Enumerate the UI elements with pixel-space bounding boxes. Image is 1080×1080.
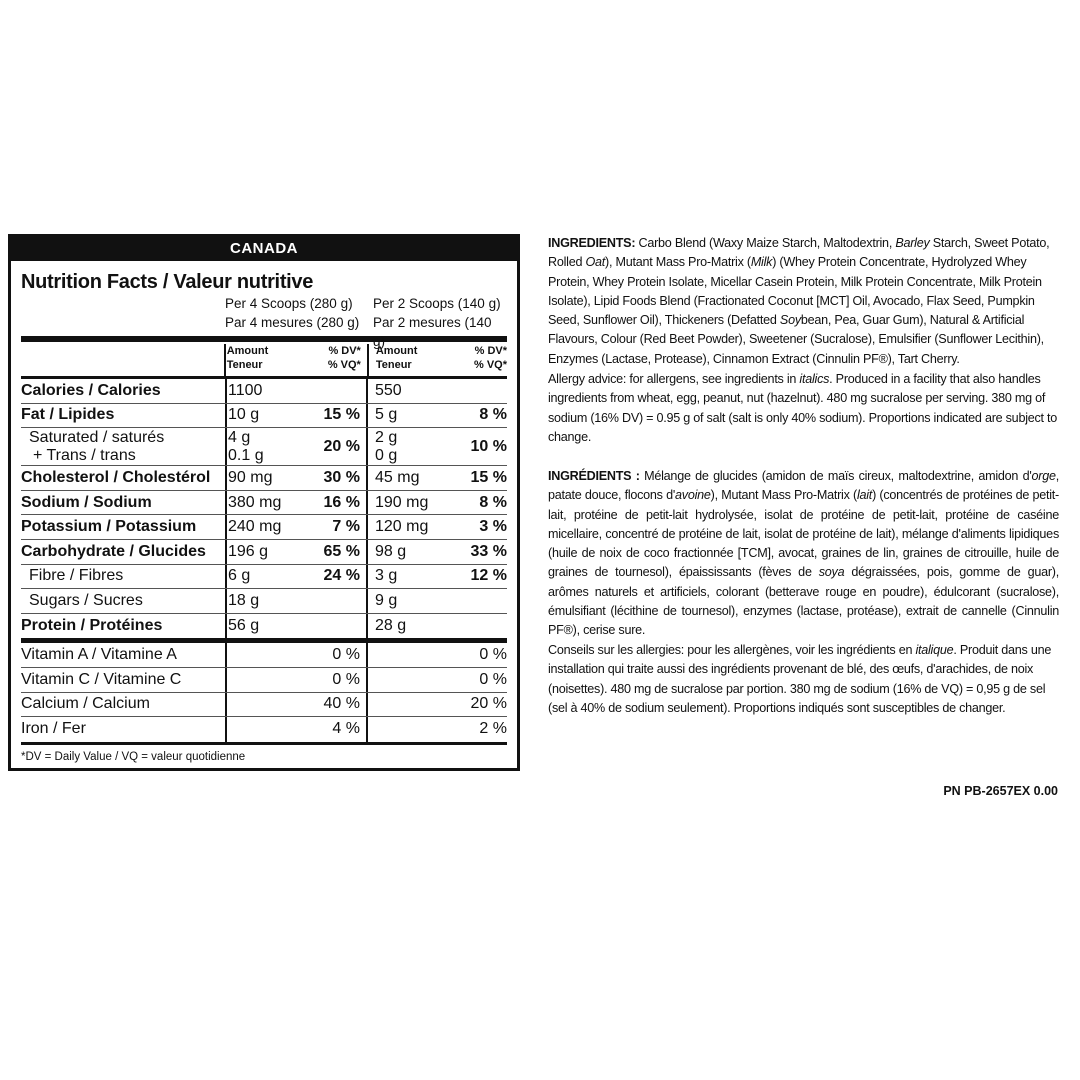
allergy-fr-text: . Produit dans une installation qui traite aussi des ingrédients provenant de blé, des œufs, d'arachides, de noix (noisettes). 480 mg de sucralose par portion. 380 mg de sodium (16% de VQ) = 0,95 g de sel (sel à 40% de sodium seulement). Proportions indiqués sont susceptibles de changer. — [548, 643, 1052, 715]
allergy-fr-italic: italique — [915, 643, 954, 657]
dv-value-2 — [442, 589, 507, 613]
allergy-fr-text: Conseils sur les allergies: pour les allergènes, voir les ingrédients en — [548, 643, 916, 657]
serving-col1-fr: Par 4 mesures (280 g) — [225, 315, 360, 330]
dv-value: 40 % — [323, 695, 360, 713]
dv-header2-en: % DV* — [474, 345, 508, 357]
ingredients-fr-text: ) (concentrés de protéines de petit-lait, protéine de petit-lait hydrolysée, isolat de protéine de petit-lait, protéine de caséine micellaire, concentré de protéine de lait, isolat de protéine de lait), mélange d'aliments lipidiques (huile de noix de coco fractionnée [TCM], avocat, graines de lin, graines de citrouille, huile de graines de tournesol), épaississants (fèves de — [548, 488, 1060, 580]
table-row — [21, 668, 507, 693]
amount-value-2: 190 mg — [366, 491, 442, 515]
table-row — [21, 589, 507, 614]
ingredients-en-text: Carbo Blend (Waxy Maize Starch, Maltodextrin, — [635, 236, 896, 250]
vitamin-label: Vitamin C / Vitamine C — [21, 670, 182, 688]
amount-value-2: 550 — [366, 379, 442, 403]
ingredients-en-heading: INGREDIENTS: — [548, 236, 636, 250]
dv-value-2 — [442, 379, 507, 403]
amount-value: 240 mg — [225, 515, 307, 539]
table-row — [21, 643, 507, 668]
nutrient-label: Carbohydrate / Glucides — [21, 542, 206, 560]
table-row — [21, 614, 507, 639]
column-headers — [21, 342, 507, 376]
bottom-rule — [21, 742, 507, 745]
dv-value-2: 0 % — [479, 670, 507, 688]
amount-value-2: 45 mg — [366, 466, 442, 490]
allergen-italic: orge — [1031, 469, 1056, 483]
vitamin-label: Calcium / Calcium — [21, 695, 150, 713]
table-row — [21, 491, 507, 516]
nutrient-label — [21, 429, 225, 465]
table-row — [21, 428, 507, 466]
nutrient-label: Potassium / Potassium — [21, 518, 197, 536]
amount-value: 56 g — [225, 614, 307, 639]
amount-value-2: 98 g — [366, 540, 442, 564]
dv-value-2: 2 % — [479, 720, 507, 738]
vitamin-label: Vitamin A / Vitamine A — [21, 646, 177, 664]
nutrient-label: Sugars / Sucres — [29, 591, 143, 609]
amount-value: 1100 — [225, 379, 307, 403]
dv-value-2: 10 % — [470, 437, 507, 455]
serving-col2-en: Per 2 Scoops (140 g) — [373, 296, 501, 311]
dv-value-2: 0 % — [479, 646, 507, 664]
amount-value: 90 mg — [225, 466, 307, 490]
allergy-advice-en — [548, 370, 1059, 447]
ingredients-fr-text: Mélange de glucides (amidon de maïs cireux, maltodextrine, amidon d' — [639, 469, 1032, 483]
dv-value-2: 8 % — [479, 493, 507, 511]
dv-header2-fr: % VQ* — [474, 359, 508, 371]
dv-header-fr: % VQ* — [327, 359, 361, 371]
trans-amount: 0.1 g — [228, 446, 264, 464]
table-row — [21, 565, 507, 590]
dv-value — [307, 379, 366, 403]
allergen-italic: avoine — [675, 488, 711, 503]
dv-value-2: 20 % — [470, 695, 507, 713]
dv-value: 0 % — [332, 670, 360, 688]
allergy-en-text: . Produced in a facility that also handles ingredients from wheat, egg, peanut, nut (hazelnut). 480 mg sucralose per serving. 380 mg of sodium (16% DV) = 0.95 g of salt (salt is only 40% sodium). Proportions indicated are subject to change. — [548, 372, 1058, 444]
nutrient-label: Fibre / Fibres — [29, 567, 124, 585]
dv-value-2: 33 % — [470, 542, 507, 560]
allergy-en-text: Allergy advice: for allergens, see ingredients in — [548, 372, 800, 386]
ingredients-en — [548, 234, 1059, 369]
dv-value-2: 3 % — [479, 518, 507, 536]
amount-value: 380 mg — [225, 491, 307, 515]
nutrient-label: Protein / Protéines — [21, 617, 163, 635]
table-row — [21, 540, 507, 565]
allergy-advice-fr — [548, 641, 1059, 718]
dv-value-2: 12 % — [470, 567, 507, 585]
ingredients-fr-text: ), Mutant Mass Pro-Matrix ( — [710, 488, 857, 503]
allergen-italic: Milk — [750, 255, 773, 270]
amount-value-2: 9 g — [366, 589, 442, 613]
dv-value: 4 % — [332, 720, 360, 738]
dv-value-2: 15 % — [470, 468, 507, 486]
ingredients-fr-text: , patate douce, flocons d' — [548, 469, 1059, 503]
trans-label: + Trans / trans — [33, 446, 136, 464]
ingredients-en-text: ), Mutant Mass Pro-Matrix ( — [605, 255, 751, 270]
dv-value — [307, 614, 366, 639]
ingredients-en-text: Starch, Sweet Potato, Rolled — [548, 236, 1050, 270]
allergen-italic: Barley — [895, 236, 930, 250]
amount-value-2: 5 g — [366, 404, 442, 428]
serving-col1-en: Per 4 Scoops (280 g) — [225, 296, 353, 311]
nutrient-label: Calories / Calories — [21, 381, 161, 399]
dv-value-2: 8 % — [479, 406, 507, 424]
amount-value: 18 g — [225, 589, 307, 613]
amount-value-2: 28 g — [366, 614, 442, 639]
table-row — [21, 379, 507, 404]
amount-header-en: Amount — [226, 345, 269, 357]
dv-header-en: % DV* — [328, 345, 361, 357]
allergen-italic: soya — [818, 565, 845, 580]
nutrient-label: Cholesterol / Cholestérol — [21, 468, 211, 486]
dv-value-2 — [442, 614, 507, 639]
vitamin-label: Iron / Fer — [21, 720, 86, 738]
amount-header-fr: Teneur — [226, 359, 263, 371]
amount-value-2: 3 g — [366, 565, 442, 589]
amount-value: 6 g — [225, 565, 307, 589]
serving-col2-fr: Par 2 mesures (140 g) — [373, 315, 492, 349]
table-row — [21, 466, 507, 491]
amount-header2-en: Amount — [375, 345, 418, 357]
dv-value: 24 % — [323, 567, 360, 585]
ingredients-en-text: bean, Pea, Guar Gum), Natural & Artificial Flavours, Colour (Red Beet Powder), Sweetener (Sucralose), Emulsifier (Sunflower Lecithin), Enzymes (Lactase, Protease), Cinnamon Extract (Cinnulin PF®), Tart Cherry. — [548, 313, 1044, 366]
dv-value: 30 % — [323, 468, 360, 486]
nutrition-facts-panel — [8, 234, 520, 771]
dv-value: 15 % — [323, 406, 360, 424]
table-row — [21, 515, 507, 540]
table-row — [21, 717, 507, 742]
ingredients-en-text: ) (Whey Protein Concentrate, Hydrolyzed Whey Protein, Whey Protein Isolate, Micellar Casein Protein, Milk Protein Concentrate, Milk Protein Isolate), Lipid Foods Blend (Fractionated Coconut [MCT] Oil, Avocado, Flax Seed, Pumpkin Seed, Sunflower Oil), Thickeners (Defatted — [548, 255, 1042, 328]
table-row — [21, 693, 507, 718]
allergen-italic: Soy — [779, 313, 801, 328]
saturated-amount-2: 2 g — [375, 428, 398, 446]
nutrient-label: Fat / Lipides — [21, 406, 115, 424]
amount-value-2: 120 mg — [366, 515, 442, 539]
amount-header2-fr: Teneur — [375, 359, 412, 371]
trans-amount-2: 0 g — [375, 446, 398, 464]
part-number: PN PB-2657EX 0.00 — [943, 784, 1058, 798]
dv-value: 20 % — [323, 437, 360, 455]
dv-value — [307, 589, 366, 613]
saturated-amount: 4 g — [228, 428, 251, 446]
serving-sizes — [21, 294, 507, 349]
dv-value: 16 % — [323, 493, 360, 511]
ingredients-fr-text: dégraissées, pois, gomme de guar), arômes naturels et artificiels, colorant (betterave rouge en poudre), édulcorant (sucralose), émulsifiant (lécithine de tournesol), enzymes (lactase, protéase), extrait de cannelle (Cinnulin PF®), cerise sure. — [548, 565, 1059, 638]
saturated-label: Saturated / saturés — [29, 428, 165, 446]
dv-value: 65 % — [323, 542, 360, 560]
allergy-en-italic: italics — [799, 372, 830, 386]
allergen-italic: Oat — [585, 255, 606, 270]
panel-title: Nutrition Facts / Valeur nutritive — [21, 271, 314, 293]
footnote: *DV = Daily Value / VQ = valeur quotidienne — [21, 750, 246, 763]
ingredients-fr — [548, 467, 1059, 641]
ingredients-fr-heading: INGRÉDIENTS : — [548, 469, 640, 483]
amount-value: 10 g — [225, 404, 307, 428]
amount-value: 196 g — [225, 540, 307, 564]
table-row — [21, 404, 507, 429]
dv-value: 7 % — [332, 518, 360, 536]
nutrient-label: Sodium / Sodium — [21, 493, 152, 511]
allergen-italic: lait — [856, 488, 873, 503]
dv-value: 0 % — [332, 646, 360, 664]
region-label: CANADA — [11, 237, 517, 261]
